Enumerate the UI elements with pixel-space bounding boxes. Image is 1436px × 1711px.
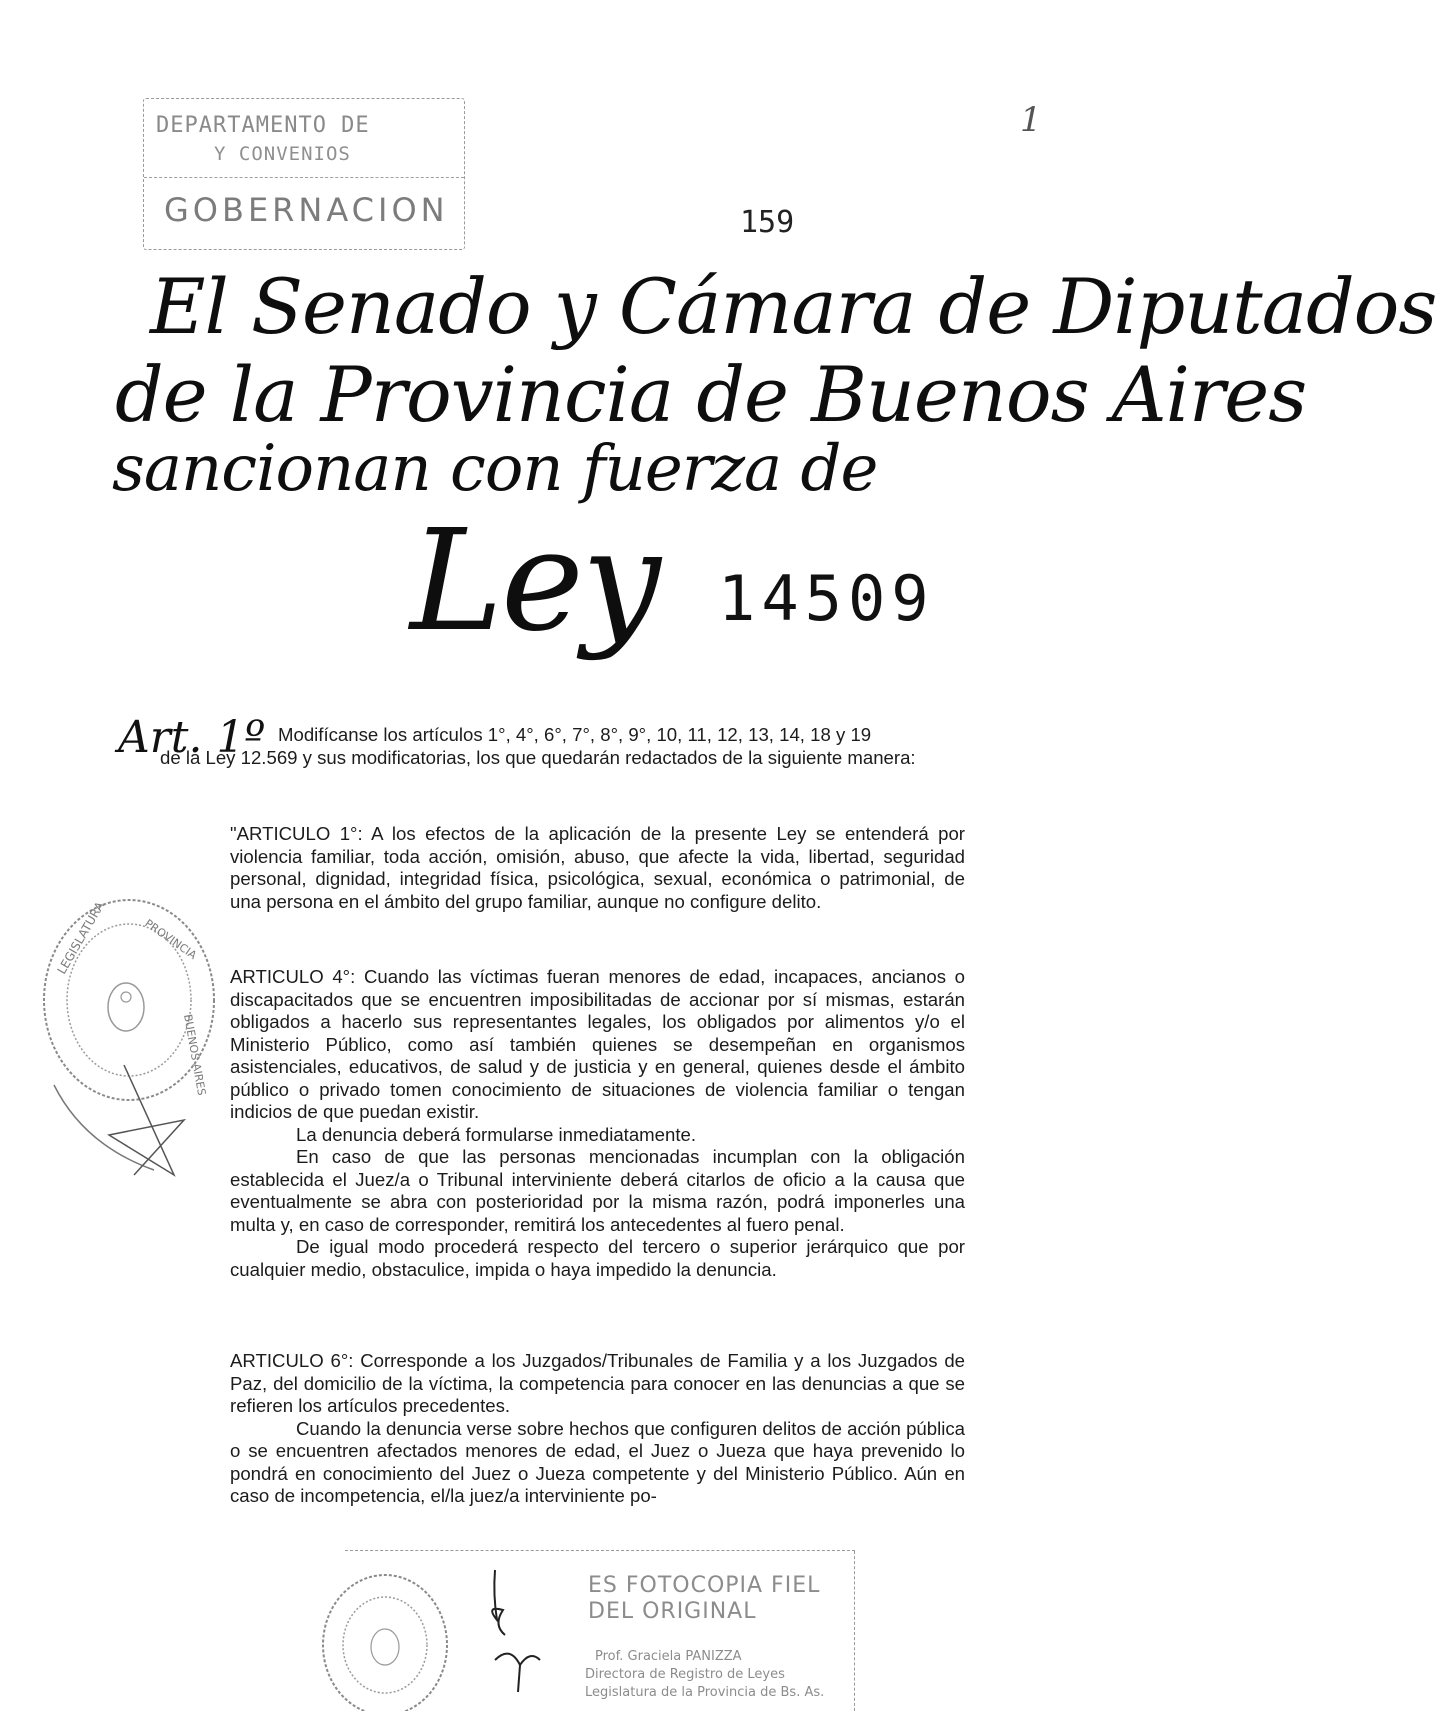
article-intro-first-line: Modifícanse los artículos 1°, 4°, 6°, 7°, 8°, 9°, 10, 11, 12, 13, 14, 18 y 19	[278, 724, 872, 745]
heading-line-senado: El Senado y Cámara de Diputados	[150, 262, 1436, 351]
heading-ley: Ley	[410, 500, 659, 663]
certification-signer-name: Prof. Graciela PANIZZA	[595, 1649, 742, 1664]
certification-border	[854, 1551, 855, 1711]
svg-text:BUENOS AIRES: BUENOS AIRES	[181, 1013, 209, 1097]
stamp-convenios-line: Y CONVENIOS	[214, 143, 351, 165]
initials-signature-icon	[490, 1640, 550, 1696]
stamp-divider	[144, 177, 464, 178]
svg-text:PROVINCIA: PROVINCIA	[142, 916, 200, 962]
quoted-articulo-6	[230, 1350, 965, 1508]
article-label: Art. 1º	[118, 712, 266, 763]
folio-number: 159	[740, 205, 795, 240]
legislature-seal-icon	[34, 885, 214, 1180]
law-number: 14509	[718, 562, 935, 635]
certification-line-2: DEL ORIGINAL	[588, 1599, 757, 1624]
articulo-4-paragraph-1: ARTICULO 4°: Cuando las víctimas fueran menores de edad, incapaces, ancianos o discapacitados que se encuentren imposibilitadas de accionar por sí mismas, estarán obligados a hacerlo sus representantes legales, los obligados por alimentos y/o el Ministerio Público, como así también quienes se desempeñan en organismos asistenciales, educativos, de salud y de justicia y en general, quienes desde el ámbito público o privado tomen conocimiento de situaciones de violencia familiar o tengan indicios de que puedan existir.	[230, 966, 965, 1122]
quoted-articulo-1	[230, 823, 965, 913]
articulo-1-text: "ARTICULO 1°: A los efectos de la aplicación de la presente Ley se entenderá por violencia familiar, toda acción, omisión, abuso, que afecte la vida, libertad, seguridad personal, dignidad, integridad física, psicológica, sexual, económica o patrimonial, de una persona en el ámbito del grupo familiar, aunque no configure delito.	[230, 823, 965, 912]
certification-line-1: ES FOTOCOPIA FIEL	[588, 1573, 821, 1598]
department-stamp	[143, 98, 465, 250]
article-intro-rest: de la Ley 12.569 y sus modificatorias, los que quedarán redactados de la siguiente manera:	[160, 746, 916, 768]
articulo-4-paragraph-3: En caso de que las personas mencionadas incumplan con la obligación establecida el Juez/a o Tribunal interviniente deberá citarlos de oficio a la causa que eventualmente se abra con posterioridad por la misma razón, podrá imponerles una multa y, en caso de corresponder, remitirá los antecedentes al fuero penal.	[230, 1146, 965, 1235]
heading-line-provincia: de la Provincia de Buenos Aires	[115, 350, 1307, 439]
corner-handwritten-number: 1	[1020, 100, 1042, 140]
certification-signer-institution: Legislatura de la Provincia de Bs. As.	[585, 1685, 825, 1700]
stamp-department-line: DEPARTAMENTO DE	[156, 113, 370, 138]
certification-signer-role: Directora de Registro de Leyes	[585, 1667, 785, 1682]
heading-line-sancionan: sancionan con fuerza de	[112, 432, 878, 506]
svg-text:LEGISLATURA: LEGISLATURA	[54, 899, 108, 977]
articulo-6-paragraph-2: Cuando la denuncia verse sobre hechos que configuren delitos de acción pública o se encuentren afectados menores de edad, el Juez o Jueza que haya prevenido lo pondrá en conocimiento del Juez o Jueza competente y del Ministerio Público. Aún en caso de incompetencia, el/la juez/a interviniente po-	[230, 1417, 965, 1506]
articulo-4-paragraph-2: La denuncia deberá formularse inmediatamente.	[296, 1123, 697, 1145]
bottom-seal-icon	[305, 1565, 465, 1695]
articulo-6-paragraph-1: ARTICULO 6°: Corresponde a los Juzgados/Tribunales de Familia y a los Juzgados de Paz, del domicilio de la víctima, la competencia para conocer en las denuncias a que se refieren los artículos precedentes.	[230, 1350, 965, 1416]
signature-mark-icon	[465, 1565, 525, 1645]
article-intro	[160, 724, 966, 769]
quoted-articulo-4	[230, 966, 965, 1281]
stamp-gobernacion-line: GOBERNACION	[164, 191, 449, 229]
articulo-4-paragraph-4: De igual modo procederá respecto del tercero o superior jerárquico que por cualquier medio, obstaculice, impida o haya impedido la denuncia.	[230, 1236, 965, 1280]
